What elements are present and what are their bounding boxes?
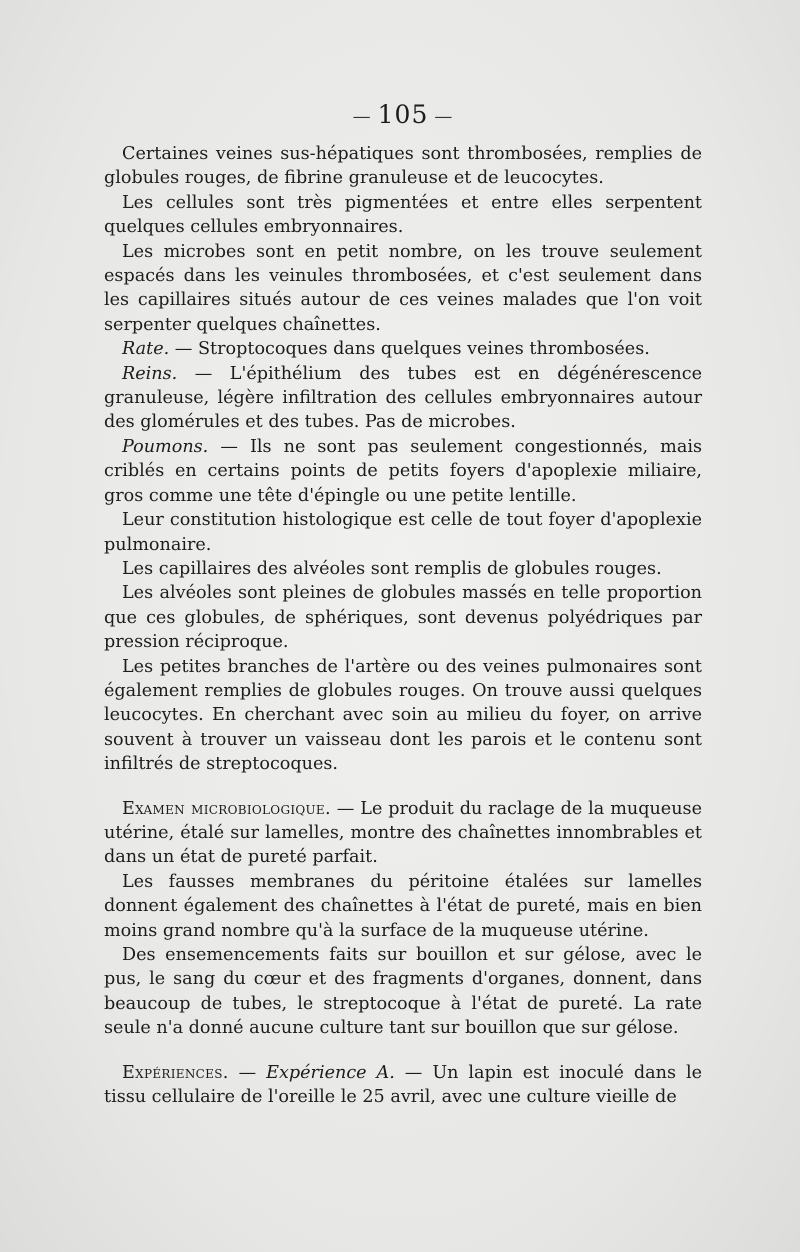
- paragraph-microbes: Les microbes sont en petit nombre, on les trouve seulement espacés dans les veinules thrombosées, et c'est seulement dans les capillaires situés autour de ces veines malades que l'on voit serpenter quelques chaînettes.: [104, 241, 702, 335]
- paragraph-examen-microbiologique: Examen microbiologique. — Le produit du raclage de la muqueuse utérine, étalé sur lamelles, montre des chaînettes innombrables et dans un état de pureté parfait.: [104, 798, 702, 868]
- paragraph-capillaires: Les capillaires des alvéoles sont remplis de globules rouges.: [122, 558, 662, 579]
- examen-heading: Examen microbiologique.: [122, 798, 331, 819]
- paragraph-constitution: Leur constitution histologique est celle de tout foyer d'apoplexie pulmonaire.: [104, 510, 702, 555]
- rate-heading: Rate.: [122, 339, 170, 360]
- reins-heading: Reins.: [122, 363, 178, 384]
- experiences-heading: Expériences.: [122, 1062, 229, 1083]
- paragraph-alveoles: Les alvéoles sont pleines de globules massés en telle proportion que ces globules, de sphériques, sont devenus polyédriques par pression réciproque.: [104, 583, 702, 653]
- paragraph-rate: Rate. — Stroptocoques dans quelques veines thrombosées.: [122, 339, 650, 360]
- poumons-heading: Poumons.: [122, 436, 209, 457]
- paragraph-poumons: Poumons. — Ils ne sont pas seulement congestionnés, mais criblés en certains points de petits foyers d'apoplexie miliaire, gros comme une tête d'épingle ou une petite lentille.: [104, 436, 702, 506]
- paragraph-petites-branches: Les petites branches de l'artère ou des veines pulmonaires sont également remplies de globules rouges. On trouve aussi quelques leucocytes. En cherchant avec soin au milieu du foyer, on arrive souvent à trouver un vaisseau dont les parois et le contenu sont infiltrés de streptocoques.: [104, 656, 702, 775]
- experience-a-heading: Expérience A.: [266, 1062, 395, 1083]
- paragraph-fausses-membranes: Les fausses membranes du péritoine étalées sur lamelles donnent également des chaînettes à l'état de pureté, mais en bien moins grand nombre qu'à la surface de la muqueuse utérine.: [104, 871, 702, 941]
- paragraph-reins: Reins. — L'épithélium des tubes est en dégénérescence granuleuse, légère infiltration des cellules embryonnaires autour des glomérules et des tubes. Pas de microbes.: [104, 363, 702, 433]
- paragraph-ensemencements: Des ensemencements faits sur bouillon et sur gélose, avec le pus, le sang du cœur et des fragments d'organes, donnent, dans beaucoup de tubes, le streptocoque à l'état de pureté. La rate seule n'a donné aucune culture tant sur bouillon que sur gélose.: [104, 945, 702, 1039]
- body-text: [104, 142, 702, 1109]
- page-number: — 105 —: [104, 100, 702, 130]
- paragraph-pigmented-cells: Les cellules sont très pigmentées et entre elles serpentent quelques cellules embryonnaires.: [104, 192, 702, 238]
- paragraph-experiences: Expériences. — Expérience A. — Un lapin est inoculé dans le tissu cellulaire de l'oreille le 25 avril, avec une culture vieille de: [104, 1062, 702, 1108]
- paragraph-hepatic-veins: Certaines veines sus-hépatiques sont thrombosées, remplies de globules rouges, de fibrine granuleuse et de leucocytes.: [104, 144, 702, 189]
